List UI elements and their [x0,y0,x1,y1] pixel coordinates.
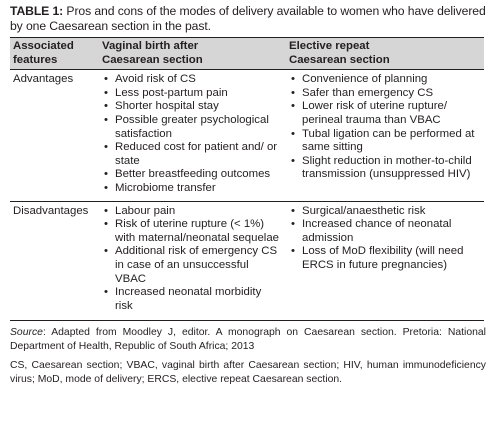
list-item: • Safer than emergency CS [289,87,480,101]
vbac-disadvantages-cell [98,201,285,321]
ercs-advantages-cell [285,70,484,201]
ercs-disadvantages-cell [285,201,484,321]
source-text: : Adapted from Moodley J, editor. A monograph on Caesarean section. Pretoria: National Department of Health, Republic of South Africa; 2013 [10,327,486,352]
header-line: Caesarean section [102,53,203,66]
header-associated-features [10,38,98,70]
list-item: • Loss of MoD flexibility (will need ERCS in future pregnancies) [289,245,480,272]
table-caption [10,4,486,34]
list-item: • Labour pain [102,205,281,219]
header-ercs [285,38,484,70]
table-source-note [10,326,486,353]
list-item: • Increased neonatal morbidity risk [102,286,281,313]
list-item: • Slight reduction in mother-to-child transmission (unsuppressed HIV) [289,155,480,182]
list-item: • Increased chance of neonatal admission [289,218,480,245]
list-item: • Risk of uterine rupture (< 1%) with maternal/neonatal sequelae [102,218,281,245]
list-item: • Less post-partum pain [102,87,281,101]
feature-label: Advantages [10,70,98,201]
list-item: • Possible greater psychological satisfaction [102,114,281,141]
list-item: • Better breastfeeding outcomes [102,168,281,182]
table-row-disadvantages [10,201,484,321]
abbreviations-note: CS, Caesarean section; VBAC, vaginal birth after Caesarean section; HIV, human immunodeficiency virus; MoD, mode of delivery; ERCS, elective repeat Caesarean section. [10,360,486,386]
header-line: Elective repeat [289,40,370,52]
table-row-advantages [10,70,484,201]
ercs-disadvantages-list [289,205,480,273]
list-item: • Additional risk of emergency CS in case of an unsuccessful VBAC [102,245,281,286]
header-line: Associated [13,40,74,52]
header-vbac [98,38,285,70]
ercs-advantages-list [289,73,480,182]
table-caption-text: Pros and cons of the modes of delivery available to women who have delivered by one Caesarean section in the past. [10,4,486,33]
feature-label: Disadvantages [10,201,98,321]
list-item: • Tubal ligation can be performed at same sitting [289,128,480,155]
list-item: • Reduced cost for patient and/ or state [102,141,281,168]
table-caption-label: TABLE 1: [10,4,64,18]
list-item: • Surgical/anaesthetic risk [289,205,480,219]
header-line: Caesarean section [289,53,390,66]
list-item: • Convenience of planning [289,73,480,87]
list-item: • Avoid risk of CS [102,73,281,87]
source-label: Source [10,327,43,339]
pros-cons-table [10,37,484,321]
list-item: • Microbiome transfer [102,182,281,196]
vbac-advantages-list [102,73,281,195]
header-line: features [13,53,58,66]
vbac-advantages-cell [98,70,285,201]
list-item: • Shorter hospital stay [102,100,281,114]
table-header-row [10,38,484,70]
header-line: Vaginal birth after [102,40,199,52]
vbac-disadvantages-list [102,205,281,314]
list-item: • Lower risk of uterine rupture/ perineal trauma than VBAC [289,100,480,127]
